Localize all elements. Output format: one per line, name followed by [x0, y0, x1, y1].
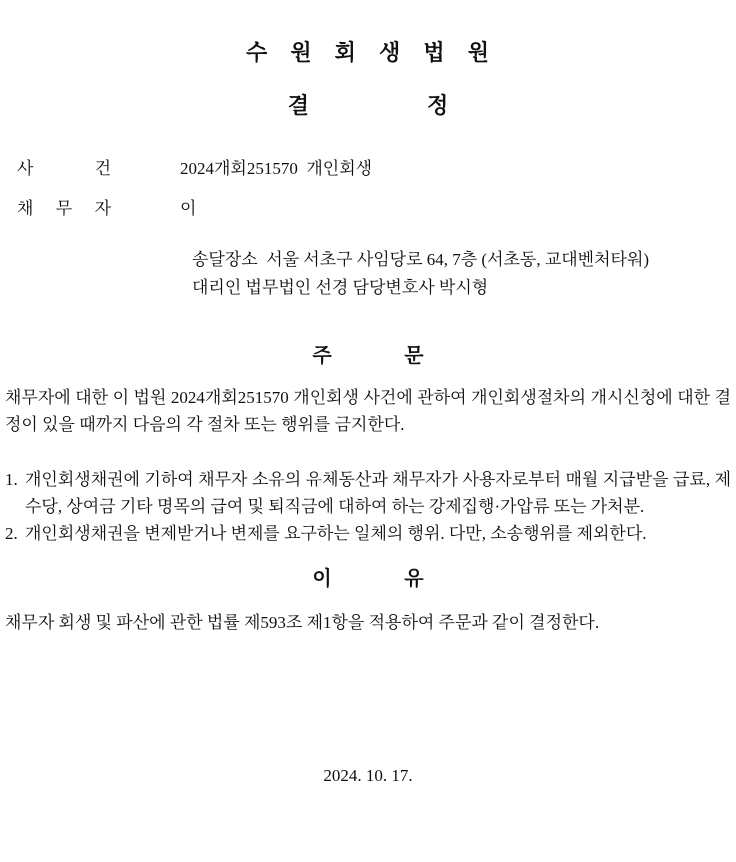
order-item-1-number: 1. [5, 470, 18, 489]
case-info-block [17, 155, 731, 302]
order-item-1 [5, 466, 731, 520]
order-item-2 [5, 520, 731, 547]
order-item-1-text: 개인회생채권에 기하여 채무자 소유의 유체동산과 채무자가 사용자로부터 매월 지급받을 급료, 제수당, 상여금 기타 명목의 급여 및 퇴직금에 대하여 하는 강제집행·가압류 또는 가처분. [25, 470, 731, 516]
case-number-row [17, 155, 731, 182]
case-number-label: 사 건 [17, 159, 111, 178]
decision-date: 2024. 10. 17. [323, 766, 413, 785]
case-number-value: 2024개회251570 개인회생 [180, 159, 373, 178]
order-intro-paragraph: 채무자에 대한 이 법원 2024개회251570 개인회생 사건에 관하여 개인회생절차의 개시신청에 대한 결정이 있을 때까지 다음의 각 절차 또는 행위를 금지한다. [5, 388, 731, 434]
order-section-heading: 주 문 [312, 345, 424, 367]
order-item-2-text: 개인회생채권을 변제받거나 변제를 요구하는 일체의 행위. 다만, 소송행위를 제외한다. [25, 524, 647, 543]
debtor-label: 채 무 자 [17, 199, 111, 218]
debtor-name-value: 이 [180, 199, 197, 218]
document-type-heading: 결 정 [287, 93, 449, 118]
debtor-row [17, 195, 731, 222]
attorney-line: 대리인 법무법인 선경 담당변호사 박시형 [192, 278, 489, 297]
service-address-line: 송달장소 서울 서초구 사임당로 64, 7층 (서초동, 교대벤처타워) [192, 250, 650, 269]
court-name-title: 수 원 회 생 법 원 [245, 40, 491, 65]
reason-paragraph: 채무자 회생 및 파산에 관한 법률 제593조 제1항을 적용하여 주문과 같이 결정한다. [5, 613, 600, 632]
service-address-block [192, 246, 731, 302]
order-items-list [5, 466, 731, 547]
reason-section-heading: 이 유 [312, 568, 424, 590]
order-item-2-number: 2. [5, 524, 18, 543]
